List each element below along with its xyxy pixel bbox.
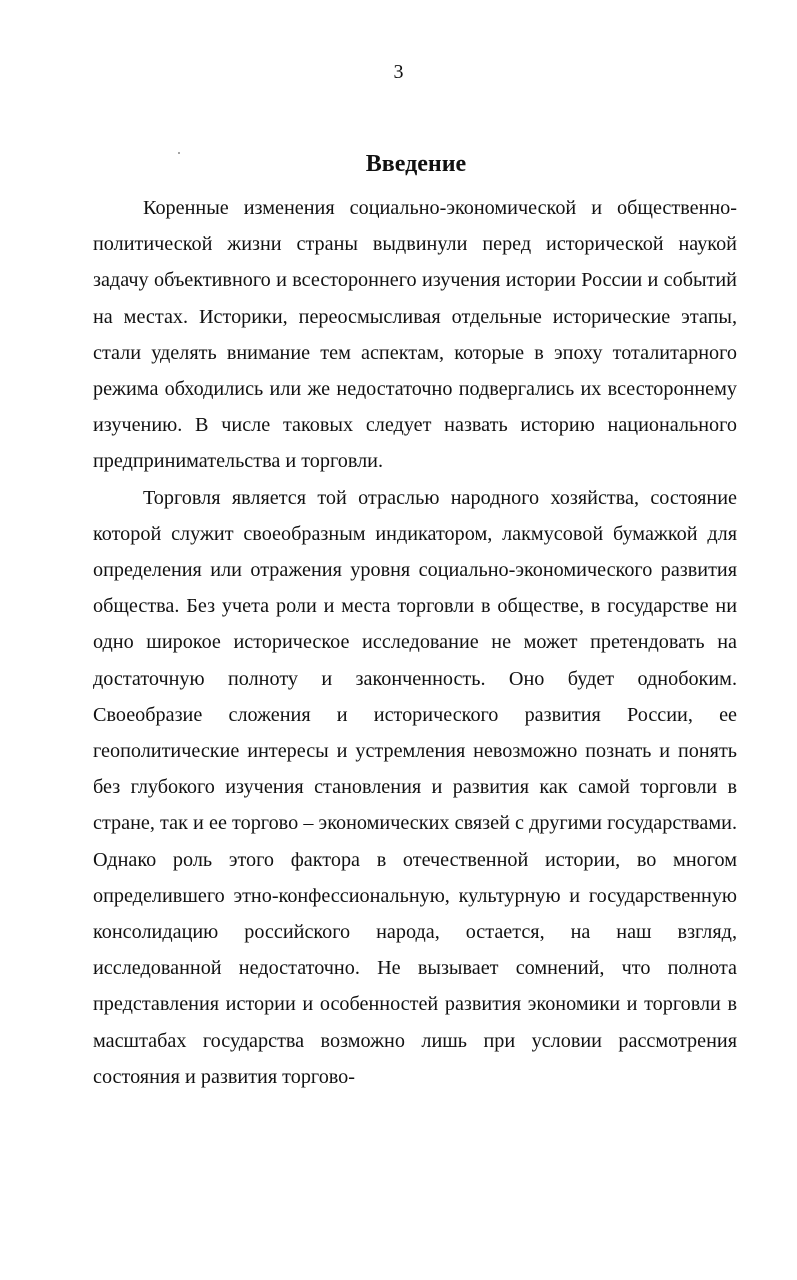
page-number: 3 — [393, 61, 404, 83]
body-text — [93, 190, 737, 1095]
paragraph-trade: Торговля является той отраслью народного хозяйства, состояние которой служит своеобразным индикатором, лакмусовой бумажкой для определения или отражения уровня социально-экономического развития общества. Без учета роли и места торговли в обществе, в государстве ни одно широкое историческое исследование не может претендовать на достаточную полноту и законченность. Оно будет однобоким. Своеобразие сложения и исторического развития России, ее геополитические интересы и устремления невозможно познать и понять без глубокого изучения становления и развития как самой торговли в стране, так и ее торгово – экономических связей с другими государствами. Однако роль этого фактора в отечественной истории, во многом определившего этно-конфессиональную, культурную и государственную консолидацию российского народа, остается, на наш взгляд, исследованной недостаточно. Не вызывает сомнений, что полнота представления истории и особенностей развития экономики и торговли в масштабах государства возможно лишь при условии рассмотрения состояния и развития торгово- — [93, 486, 737, 1088]
page-title: Введение — [365, 151, 467, 177]
paragraph-intro: Коренные изменения социально-экономической и общественно-политической жизни страны выдвинули перед исторической наукой задачу объективного и всестороннего изучения истории России и событий на местах. Историки, переосмысливая отдельные исторические этапы, стали уделять внимание тем аспектам, которые в эпоху тоталитарного режима обходились или же недостаточно подвергались их всестороннему изучению. В числе таковых следует назвать историю национального предпринимательства и торговли. — [93, 197, 737, 473]
